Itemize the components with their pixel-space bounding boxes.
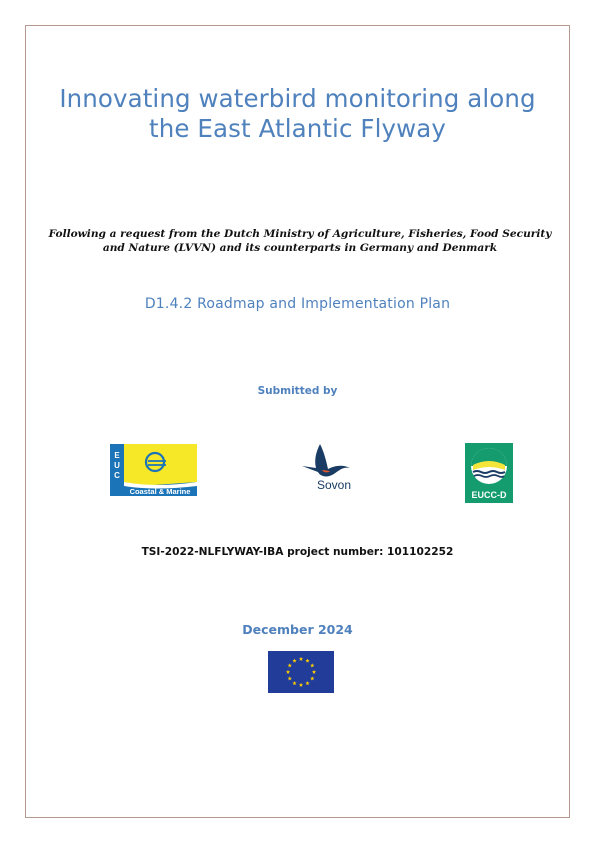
request-subtitle	[40, 228, 560, 255]
deliverable-title: D1.4.2 Roadmap and Implementation Plan	[144, 296, 451, 312]
subtitle-line-2: and Nature (LVVN) and its counterparts in Germany and Denmark	[102, 241, 498, 254]
title-line-1: Innovating waterbird monitoring along	[59, 84, 536, 113]
publication-date: December 2024	[242, 622, 353, 637]
subtitle-line-1: Following a request from the Dutch Ministry of Agriculture, Fisheries, Food Security	[48, 228, 552, 240]
eucc-d-wordmark: EUCC-D	[471, 490, 507, 500]
eucc-letter-e: E	[114, 451, 120, 460]
project-number: TSI-2022-NLFLYWAY-IBA project number: 101102252	[141, 546, 454, 558]
eucc-letter-u: U	[114, 461, 120, 470]
eucc-coastal-marine-logo	[110, 444, 197, 496]
sovon-logo	[298, 442, 360, 494]
eu-flag-icon	[268, 651, 334, 693]
eucc-letter-c: C	[114, 471, 120, 480]
sovon-wordmark: Sovon	[316, 478, 352, 492]
submitted-by-label: Submitted by	[257, 385, 338, 397]
title-line-2: the East Atlantic Flyway	[149, 114, 446, 143]
eucc-logo-caption: Coastal & Marine	[129, 487, 191, 496]
document-title	[25, 84, 570, 144]
eucc-d-logo	[465, 443, 513, 503]
